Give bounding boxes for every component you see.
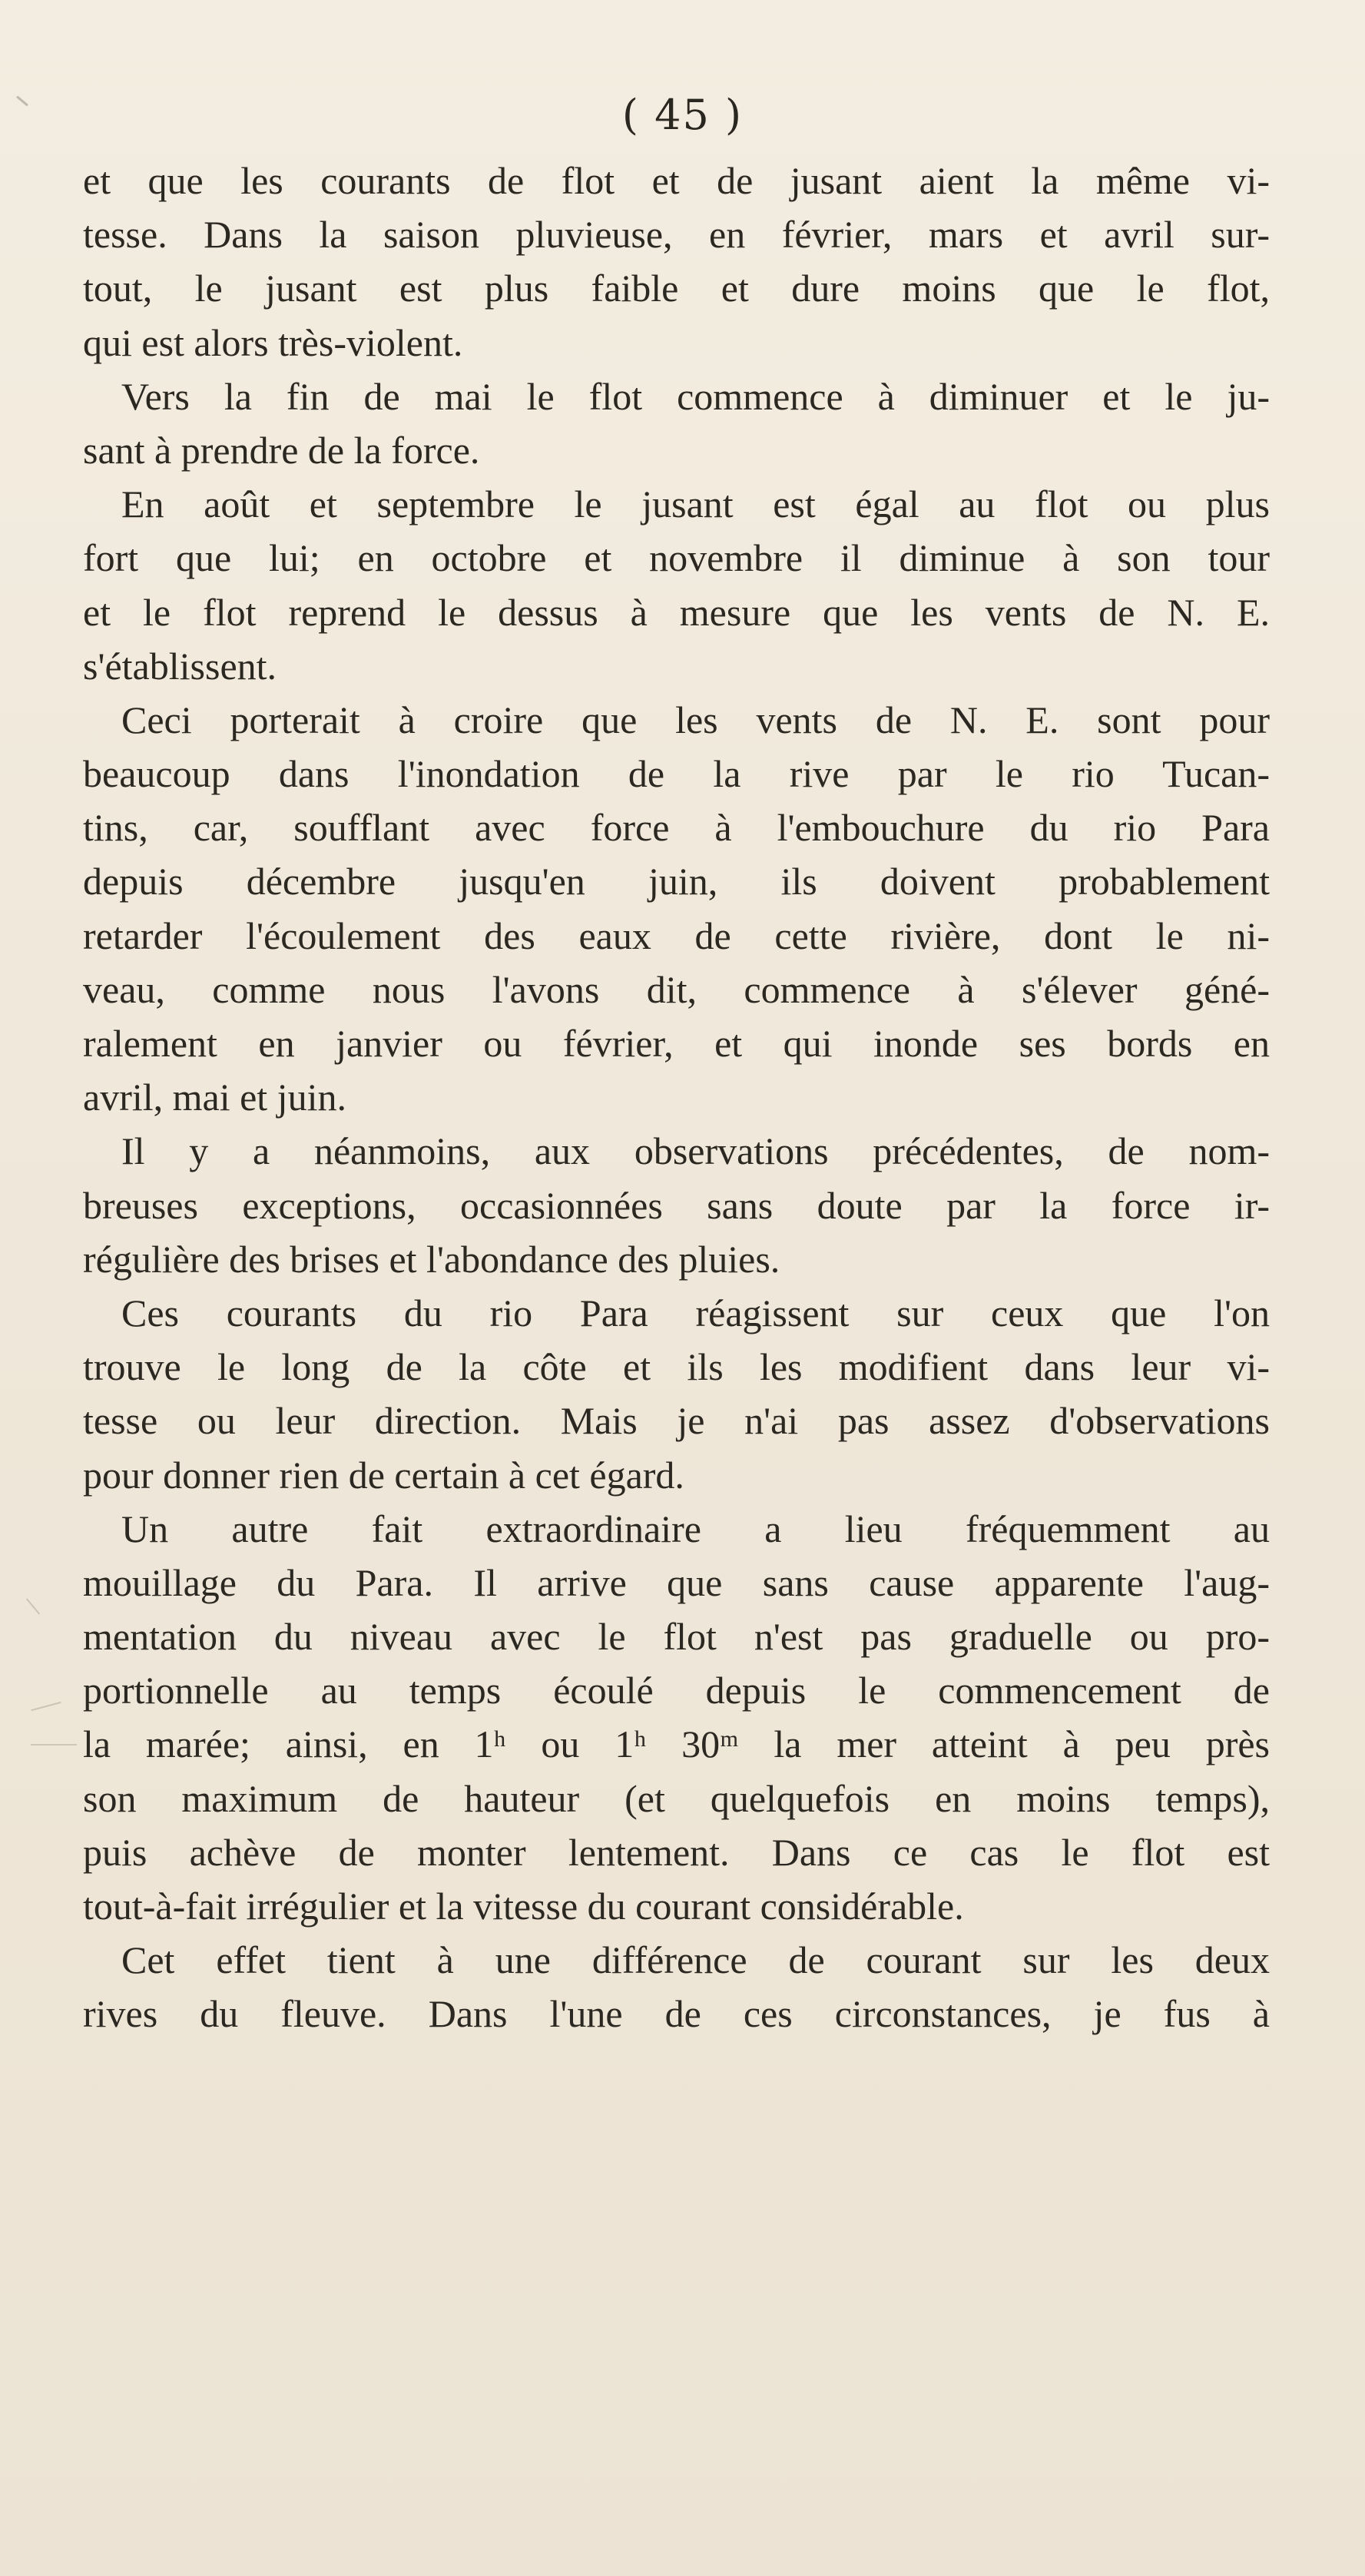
paragraph [83,1502,1270,1934]
text-line: tesse. Dans la saison pluvieuse, en février, mars et avril sur- [83,213,1270,257]
margin-mark [31,1744,77,1746]
text-line: son maximum de hauteur (et quelquefois en moins temps), [83,1776,1270,1820]
text-line: veau, comme nous l'avons dit, commence à s'élever géné- [83,967,1270,1011]
text-line: trouve le long de la côte et ils les modifient dans leur vi- [83,1345,1270,1389]
paragraph [83,1286,1270,1502]
text-line: fort que lui; en octobre et novembre il diminue à son tour [83,536,1270,580]
text-line: qui est alors très-violent. [83,320,463,364]
text-line: pour donner rien de certain à cet égard. [83,1453,684,1497]
text-line: tout-à-fait irrégulier et la vitesse du courant considérable. [83,1885,964,1928]
page-number: ( 45 ) [621,91,744,139]
paragraph [83,477,1270,693]
text-line: Vers la fin de mai le flot commence à diminuer et le ju- [121,374,1270,418]
paragraph [83,693,1270,1125]
text-line: mouillage du Para. Il arrive que sans cause apparente l'aug- [83,1560,1270,1604]
text-line: tout, le jusant est plus faible et dure moins que le flot, [83,267,1270,310]
text-line: et le flot reprend le dessus à mesure que les vents de N. E. [83,590,1270,634]
text-line: avril, mai et juin. [83,1076,346,1119]
text-line: tins, car, soufflant avec force à l'embouchure du rio Para [83,806,1270,850]
margin-mark [26,1598,40,1614]
paragraph [83,1124,1270,1286]
text-line: ralement en janvier ou février, et qui inonde ses bords en [83,1022,1270,1065]
text-line: Ces courants du rio Para réagissent sur ceux que l'on [121,1291,1270,1334]
body-text [83,154,1270,2041]
text-line: régulière des brises et l'abondance des pluies. [83,1237,780,1281]
text-line: Cet effet tient à une différence de courant sur les deux [121,1938,1270,1982]
text-line: portionnelle au temps écoulé depuis le commencement de [83,1669,1270,1712]
text-line: sant à prendre de la force. [83,428,480,472]
text-line: breuses exceptions, occasionnées sans doute par la force ir- [83,1183,1270,1227]
text-line: Ceci porterait à croire que les vents de N. E. sont pour [121,698,1270,741]
text-line: retarder l'écoulement des eaux de cette rivière, dont le ni- [83,913,1270,957]
text-line: puis achève de monter lentement. Dans ce cas le flot est [83,1830,1270,1874]
paragraph [83,154,1270,370]
text-line: depuis décembre jusqu'en juin, ils doivent probablement [83,860,1270,903]
text-line: beaucoup dans l'inondation de la rive par le rio Tucan- [83,752,1270,796]
paragraph [83,1933,1270,2041]
text-line: En août et septembre le jusant est égal au flot ou plus [121,482,1270,526]
text-line: rives du fleuve. Dans l'une de ces circonstances, je fus à [83,1992,1270,2036]
text-line: mentation du niveau avec le flot n'est pas graduelle ou pro- [83,1615,1270,1659]
text-line: s'établissent. [83,644,277,688]
text-line: et que les courants de flot et de jusant aient la même vi- [83,159,1270,202]
margin-mark [31,1702,61,1711]
text-line: la marée; ainsi, en 1ʰ ou 1ʰ 30ᵐ la mer atteint à peu près [83,1722,1270,1766]
text-line: tesse ou leur direction. Mais je n'ai pas assez d'observations [83,1399,1270,1443]
text-line: Un autre fait extraordinaire a lieu fréquemment au [121,1507,1270,1550]
text-line: Il y a néanmoins, aux observations précédentes, de nom- [121,1129,1270,1173]
paragraph [83,370,1270,477]
